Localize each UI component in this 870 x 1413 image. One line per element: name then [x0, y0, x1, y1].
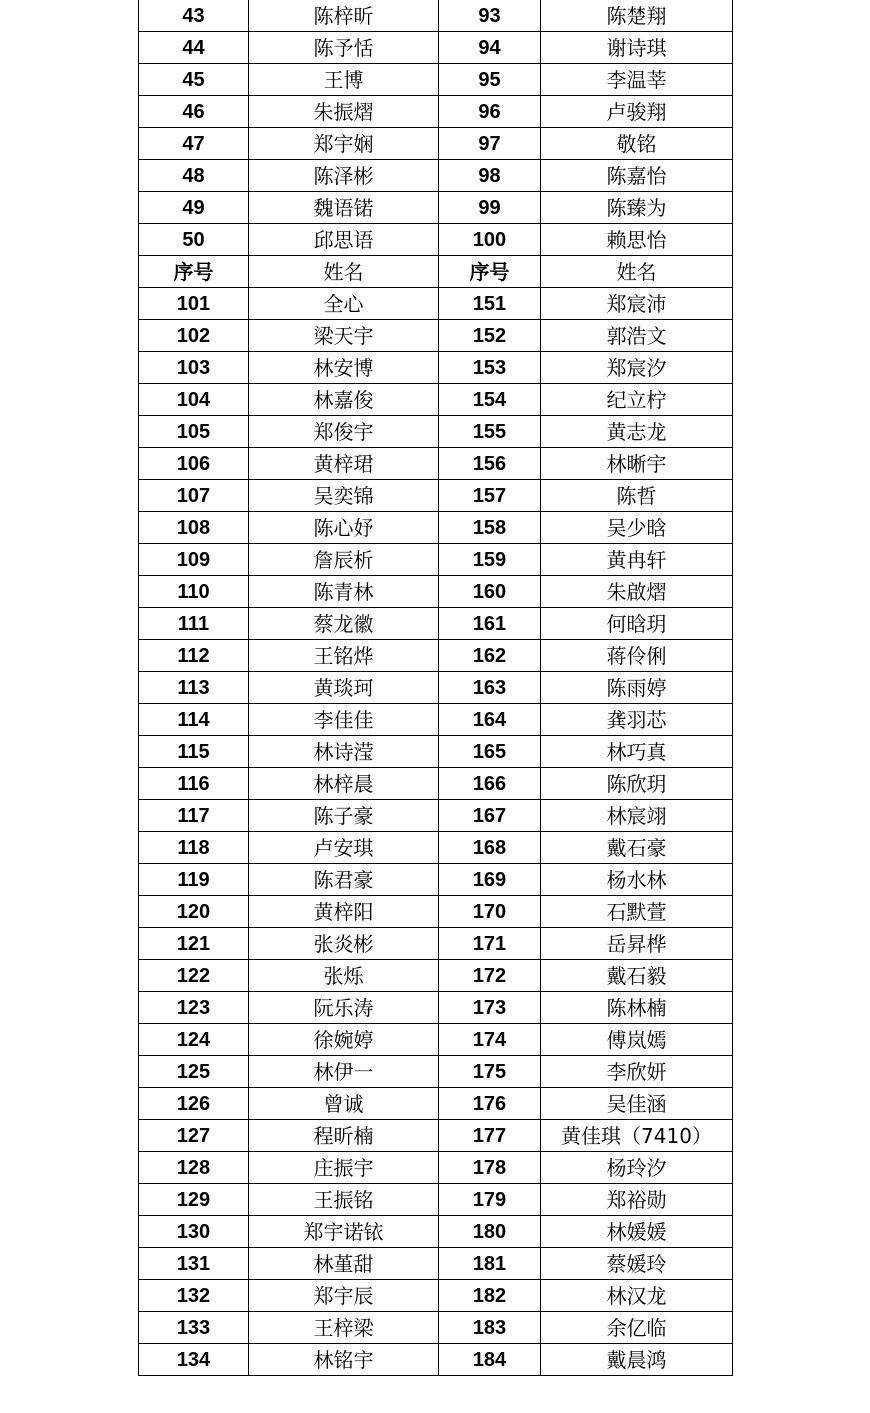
right-name-cell: 林宸翊 — [541, 800, 733, 832]
right-number-cell: 98 — [439, 160, 541, 192]
right-number-cell: 182 — [439, 1280, 541, 1312]
left-number-cell: 102 — [139, 320, 249, 352]
right-number-cell: 152 — [439, 320, 541, 352]
left-number-cell: 45 — [139, 64, 249, 96]
right-number-cell: 160 — [439, 576, 541, 608]
left-number-cell: 130 — [139, 1216, 249, 1248]
left-name-cell: 陈心妤 — [249, 512, 439, 544]
left-name-cell: 林嘉俊 — [249, 384, 439, 416]
right-name-cell: 黄志龙 — [541, 416, 733, 448]
table-row — [139, 128, 733, 160]
left-name-cell: 陈泽彬 — [249, 160, 439, 192]
right-number-cell: 183 — [439, 1312, 541, 1344]
table-row — [139, 0, 733, 32]
right-name-cell: 林晰宇 — [541, 448, 733, 480]
left-name-cell: 陈梓昕 — [249, 0, 439, 32]
right-name-cell: 吴佳涵 — [541, 1088, 733, 1120]
left-number-cell: 111 — [139, 608, 249, 640]
left-number-cell: 117 — [139, 800, 249, 832]
right-name-cell: 郑裕勋 — [541, 1184, 733, 1216]
right-name-cell: 陈楚翔 — [541, 0, 733, 32]
right-number-cell: 159 — [439, 544, 541, 576]
right-name-cell: 陈嘉怡 — [541, 160, 733, 192]
table-row — [139, 480, 733, 512]
table-row — [139, 1184, 733, 1216]
header-number-cell: 序号 — [139, 256, 249, 288]
table-row — [139, 1056, 733, 1088]
left-number-cell: 116 — [139, 768, 249, 800]
left-number-cell: 126 — [139, 1088, 249, 1120]
left-name-cell: 朱振熠 — [249, 96, 439, 128]
table-row — [139, 320, 733, 352]
right-name-cell: 林巧真 — [541, 736, 733, 768]
table-header-row — [139, 256, 733, 288]
table-row — [139, 768, 733, 800]
left-number-cell: 122 — [139, 960, 249, 992]
table-row — [139, 512, 733, 544]
right-number-cell: 151 — [439, 288, 541, 320]
left-number-cell: 133 — [139, 1312, 249, 1344]
left-name-cell: 林安博 — [249, 352, 439, 384]
right-name-cell: 戴石豪 — [541, 832, 733, 864]
right-number-cell: 154 — [439, 384, 541, 416]
right-name-cell: 谢诗琪 — [541, 32, 733, 64]
left-number-cell: 46 — [139, 96, 249, 128]
left-name-cell: 全心 — [249, 288, 439, 320]
right-name-cell: 傅岚嫣 — [541, 1024, 733, 1056]
left-number-cell: 118 — [139, 832, 249, 864]
right-number-cell: 173 — [439, 992, 541, 1024]
left-name-cell: 曾诚 — [249, 1088, 439, 1120]
left-number-cell: 44 — [139, 32, 249, 64]
left-number-cell: 101 — [139, 288, 249, 320]
right-number-cell: 163 — [439, 672, 541, 704]
right-name-cell: 陈欣玥 — [541, 768, 733, 800]
table-row — [139, 448, 733, 480]
left-name-cell: 吴奕锦 — [249, 480, 439, 512]
table-row — [139, 352, 733, 384]
roster-table — [138, 0, 733, 1376]
left-number-cell: 121 — [139, 928, 249, 960]
left-name-cell: 郑宇娴 — [249, 128, 439, 160]
right-name-cell: 赖思怡 — [541, 224, 733, 256]
right-number-cell: 180 — [439, 1216, 541, 1248]
right-name-cell: 杨水林 — [541, 864, 733, 896]
right-name-cell: 石默萱 — [541, 896, 733, 928]
left-name-cell: 陈君豪 — [249, 864, 439, 896]
right-number-cell: 156 — [439, 448, 541, 480]
left-number-cell: 50 — [139, 224, 249, 256]
table-row — [139, 1216, 733, 1248]
table-row — [139, 64, 733, 96]
right-name-cell: 黄冉轩 — [541, 544, 733, 576]
table-row — [139, 576, 733, 608]
left-number-cell: 134 — [139, 1344, 249, 1376]
left-name-cell: 陈子豪 — [249, 800, 439, 832]
right-name-cell: 余亿临 — [541, 1312, 733, 1344]
right-number-cell: 155 — [439, 416, 541, 448]
right-name-cell: 林媛媛 — [541, 1216, 733, 1248]
left-number-cell: 128 — [139, 1152, 249, 1184]
right-number-cell: 161 — [439, 608, 541, 640]
right-number-cell: 170 — [439, 896, 541, 928]
left-number-cell: 112 — [139, 640, 249, 672]
right-name-cell: 陈雨婷 — [541, 672, 733, 704]
left-number-cell: 104 — [139, 384, 249, 416]
right-name-cell: 何晗玥 — [541, 608, 733, 640]
right-number-cell: 177 — [439, 1120, 541, 1152]
roster-table-body — [139, 0, 733, 1376]
left-name-cell: 林堇甜 — [249, 1248, 439, 1280]
right-name-cell: 戴石毅 — [541, 960, 733, 992]
left-name-cell: 张烁 — [249, 960, 439, 992]
right-number-cell: 96 — [439, 96, 541, 128]
left-name-cell: 林铭宇 — [249, 1344, 439, 1376]
right-name-cell: 纪立柠 — [541, 384, 733, 416]
left-name-cell: 王梓梁 — [249, 1312, 439, 1344]
right-number-cell: 93 — [439, 0, 541, 32]
left-name-cell: 黄琰珂 — [249, 672, 439, 704]
right-number-cell: 166 — [439, 768, 541, 800]
right-number-cell: 164 — [439, 704, 541, 736]
left-name-cell: 黄梓珺 — [249, 448, 439, 480]
left-name-cell: 李佳佳 — [249, 704, 439, 736]
header-name-cell: 姓名 — [541, 256, 733, 288]
table-row — [139, 992, 733, 1024]
right-number-cell: 174 — [439, 1024, 541, 1056]
left-name-cell: 陈青林 — [249, 576, 439, 608]
right-name-cell: 卢骏翔 — [541, 96, 733, 128]
right-name-cell: 戴晨鸿 — [541, 1344, 733, 1376]
table-row — [139, 1344, 733, 1376]
table-row — [139, 736, 733, 768]
left-name-cell: 阮乐涛 — [249, 992, 439, 1024]
table-row — [139, 608, 733, 640]
table-row — [139, 1280, 733, 1312]
right-number-cell: 100 — [439, 224, 541, 256]
table-row — [139, 160, 733, 192]
header-number-cell: 序号 — [439, 256, 541, 288]
right-number-cell: 99 — [439, 192, 541, 224]
right-name-cell: 郑宸沛 — [541, 288, 733, 320]
left-name-cell: 梁天宇 — [249, 320, 439, 352]
right-number-cell: 176 — [439, 1088, 541, 1120]
table-row — [139, 864, 733, 896]
left-number-cell: 120 — [139, 896, 249, 928]
right-name-cell: 岳昇桦 — [541, 928, 733, 960]
left-number-cell: 48 — [139, 160, 249, 192]
table-row — [139, 896, 733, 928]
table-row — [139, 1088, 733, 1120]
right-number-cell: 157 — [439, 480, 541, 512]
left-number-cell: 129 — [139, 1184, 249, 1216]
right-number-cell: 165 — [439, 736, 541, 768]
left-name-cell: 詹辰析 — [249, 544, 439, 576]
table-row — [139, 544, 733, 576]
right-number-cell: 181 — [439, 1248, 541, 1280]
left-number-cell: 123 — [139, 992, 249, 1024]
left-name-cell: 张炎彬 — [249, 928, 439, 960]
right-number-cell: 172 — [439, 960, 541, 992]
right-number-cell: 158 — [439, 512, 541, 544]
right-number-cell: 95 — [439, 64, 541, 96]
right-name-cell: 朱啟熠 — [541, 576, 733, 608]
left-name-cell: 蔡龙徽 — [249, 608, 439, 640]
table-row — [139, 1312, 733, 1344]
table-row — [139, 800, 733, 832]
right-name-cell: 李温莘 — [541, 64, 733, 96]
left-name-cell: 王振铭 — [249, 1184, 439, 1216]
table-row — [139, 416, 733, 448]
table-row — [139, 704, 733, 736]
left-name-cell: 徐婉婷 — [249, 1024, 439, 1056]
left-number-cell: 106 — [139, 448, 249, 480]
table-row — [139, 1024, 733, 1056]
left-number-cell: 105 — [139, 416, 249, 448]
right-name-cell: 吴少晗 — [541, 512, 733, 544]
right-name-cell: 陈臻为 — [541, 192, 733, 224]
left-name-cell: 魏语锘 — [249, 192, 439, 224]
left-number-cell: 107 — [139, 480, 249, 512]
right-name-cell: 郑宸汐 — [541, 352, 733, 384]
left-name-cell: 黄梓阳 — [249, 896, 439, 928]
right-name-cell: 陈林楠 — [541, 992, 733, 1024]
left-name-cell: 庄振宇 — [249, 1152, 439, 1184]
right-number-cell: 94 — [439, 32, 541, 64]
table-row — [139, 192, 733, 224]
table-row — [139, 224, 733, 256]
right-number-cell: 168 — [439, 832, 541, 864]
left-name-cell: 林伊一 — [249, 1056, 439, 1088]
left-number-cell: 109 — [139, 544, 249, 576]
right-number-cell: 162 — [439, 640, 541, 672]
left-name-cell: 程昕楠 — [249, 1120, 439, 1152]
left-number-cell: 108 — [139, 512, 249, 544]
table-row — [139, 32, 733, 64]
right-number-cell: 175 — [439, 1056, 541, 1088]
right-name-cell: 陈哲 — [541, 480, 733, 512]
right-number-cell: 97 — [439, 128, 541, 160]
right-name-cell: 杨玲汐 — [541, 1152, 733, 1184]
left-number-cell: 49 — [139, 192, 249, 224]
header-name-cell: 姓名 — [249, 256, 439, 288]
table-row — [139, 1152, 733, 1184]
left-number-cell: 43 — [139, 0, 249, 32]
left-number-cell: 131 — [139, 1248, 249, 1280]
table-row — [139, 640, 733, 672]
right-name-cell: 蔡媛玲 — [541, 1248, 733, 1280]
right-number-cell: 179 — [439, 1184, 541, 1216]
left-number-cell: 132 — [139, 1280, 249, 1312]
left-name-cell: 王铭烨 — [249, 640, 439, 672]
right-name-cell: 黄佳琪（7410） — [541, 1120, 733, 1152]
left-number-cell: 127 — [139, 1120, 249, 1152]
table-row — [139, 1120, 733, 1152]
right-number-cell: 167 — [439, 800, 541, 832]
left-number-cell: 119 — [139, 864, 249, 896]
table-row — [139, 1248, 733, 1280]
table-row — [139, 96, 733, 128]
left-name-cell: 林诗滢 — [249, 736, 439, 768]
table-row — [139, 832, 733, 864]
right-number-cell: 171 — [439, 928, 541, 960]
table-row — [139, 672, 733, 704]
right-name-cell: 林汉龙 — [541, 1280, 733, 1312]
left-name-cell: 郑宇辰 — [249, 1280, 439, 1312]
left-number-cell: 110 — [139, 576, 249, 608]
table-row — [139, 384, 733, 416]
left-name-cell: 卢安琪 — [249, 832, 439, 864]
right-name-cell: 敬铭 — [541, 128, 733, 160]
left-name-cell: 郑宇诺铱 — [249, 1216, 439, 1248]
left-name-cell: 林梓晨 — [249, 768, 439, 800]
left-name-cell: 陈予恬 — [249, 32, 439, 64]
right-number-cell: 184 — [439, 1344, 541, 1376]
left-number-cell: 103 — [139, 352, 249, 384]
left-number-cell: 114 — [139, 704, 249, 736]
table-row — [139, 928, 733, 960]
left-name-cell: 王博 — [249, 64, 439, 96]
table-row — [139, 960, 733, 992]
left-name-cell: 邱思语 — [249, 224, 439, 256]
table-row — [139, 288, 733, 320]
right-number-cell: 153 — [439, 352, 541, 384]
right-name-cell: 龚羽芯 — [541, 704, 733, 736]
left-number-cell: 113 — [139, 672, 249, 704]
right-number-cell: 178 — [439, 1152, 541, 1184]
right-name-cell: 郭浩文 — [541, 320, 733, 352]
right-name-cell: 李欣妍 — [541, 1056, 733, 1088]
right-number-cell: 169 — [439, 864, 541, 896]
left-number-cell: 47 — [139, 128, 249, 160]
right-name-cell: 蒋伶俐 — [541, 640, 733, 672]
left-number-cell: 124 — [139, 1024, 249, 1056]
left-number-cell: 125 — [139, 1056, 249, 1088]
left-number-cell: 115 — [139, 736, 249, 768]
left-name-cell: 郑俊宇 — [249, 416, 439, 448]
